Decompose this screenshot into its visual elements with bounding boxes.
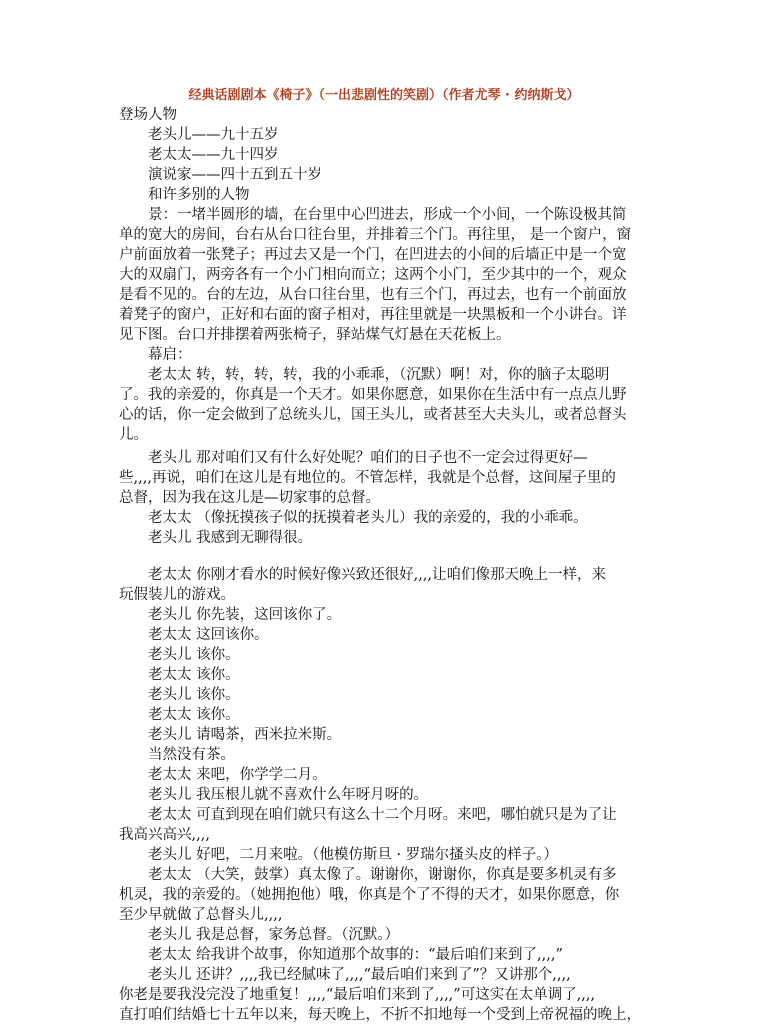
- text-line: 老头儿 请喝茶，西米拉米斯。: [148, 727, 342, 743]
- text-line: 老头儿 我压根儿就不喜欢什么年呀月呀的。: [148, 787, 429, 803]
- text-line: 老头儿 该你。: [148, 647, 240, 663]
- text-line: 老头儿——九十五岁: [148, 127, 279, 143]
- text-line: 老太太 这回该你。: [148, 627, 269, 643]
- text-line: 至少早就做了总督头儿,,,,: [119, 907, 283, 923]
- text-line: 单的宽大的房间，台右从台口往台里，并排着三个门。再往里， 是一个窗户，窗: [119, 227, 632, 243]
- text-line: 直打咱们结婚七十五年以来，每天晚上，不折不扣地每一个受到上帝祝福的晚上，: [119, 1007, 641, 1023]
- text-line: 登场人物: [119, 107, 177, 123]
- text-line: 儿。: [119, 427, 148, 443]
- text-line: 老头儿 好吧，二月来啦。（他模仿斯旦 · 罗瑞尔搔头皮的样子。）: [148, 847, 558, 863]
- text-line: 我高兴高兴,,,,: [119, 827, 210, 843]
- text-line: 你老是要我没完没了地重复！,,,,“最后咱们来到了,,,,”可这实在太单调了,,,,: [119, 987, 596, 1003]
- text-line: 幕启：: [148, 347, 192, 363]
- text-line: 老头儿 该你。: [148, 687, 240, 703]
- text-line: 老头儿 还讲？,,,,我已经腻味了,,,,“最后咱们来到了”？又讲那个,,,,: [148, 967, 571, 983]
- text-line: 景：一堵半圆形的墙，在台里中心凹进去，形成一个小间，一个陈设极其简: [148, 207, 627, 223]
- text-line: 当然没有茶。: [148, 747, 235, 763]
- text-line: 演说家——四十五到五十岁: [148, 167, 322, 183]
- text-line: 老太太 （大笑，鼓掌）真太像了。谢谢你，谢谢你，你真是要多机灵有多: [148, 867, 617, 883]
- text-line: 老太太 转，转，转，转，我的小乖乖，（沉默）啊！对，你的脑子太聪明: [148, 367, 610, 383]
- text-line: 老头儿 你先装，这回该你了。: [148, 607, 342, 623]
- text-line: 户前面放着一张凳子；再过去又是一个门，在凹进去的小间的后墙正中是一个宽: [119, 247, 627, 263]
- text-line: 老太太 你刚才看水的时候好像兴致还很好,,,,让咱们像那天晚上一样，来: [148, 567, 607, 583]
- text-line: 老头儿 那对咱们又有什么好处呢？咱们的日子也不一定会过得更好—: [148, 450, 588, 466]
- text-line: 是看不见的。台的左边，从台口往台里，也有三个门，再过去，也有一个前面放: [119, 287, 627, 303]
- text-line: 总督，因为我在这儿是—切家事的总督。: [119, 490, 380, 506]
- text-line: 着凳子的窗户，正好和右面的窗子相对，再往里就是一块黑板和一个小讲台。详: [119, 307, 627, 323]
- document-title: 经典话剧剧本《椅子》（一出悲剧性的笑剧）（作者尤琴 · 约纳斯戈）: [188, 88, 580, 103]
- text-line: 老太太——九十四岁: [148, 147, 279, 163]
- text-line: 老太太 来吧，你学学二月。: [148, 767, 327, 783]
- text-line: 玩假装儿的游戏。: [119, 587, 235, 603]
- text-line: 老太太 可直到现在咱们就只有这么十二个月呀。来吧，哪怕就只是为了让: [148, 807, 617, 823]
- text-line: 些,,,,再说，咱们在这儿是有地位的。不管怎样，我就是个总督，这间屋子里的: [119, 470, 616, 486]
- text-line: 老太太 该你。: [148, 707, 240, 723]
- text-line: 了。我的亲爱的，你真是一个天才。如果你愿意，如果你在生活中有一点点儿野: [119, 387, 627, 403]
- text-line: 老太太 给我讲个故事，你知道那个故事的：“最后咱们来到了,,,,”: [148, 947, 563, 963]
- text-line: 机灵，我的亲爱的。（她拥抱他）哦，你真是个了不得的天才，如果你愿意，你: [119, 887, 620, 903]
- text-line: 大的双扇门，两旁各有一个小门相向而立；这两个小门，至少其中的一个，观众: [119, 267, 627, 283]
- text-line: 见下图。台口并排摆着两张椅子，驿站煤气灯悬在天花板上。: [119, 327, 511, 343]
- text-line: 老太太 （像抚摸孩子似的抚摸着老头儿）我的亲爱的，我的小乖乖。: [148, 510, 588, 526]
- text-line: 心的话，你一定会做到了总统头儿，国王头儿，或者甚至大夫头儿，或者总督头: [119, 407, 627, 423]
- text-line: 老头儿 我感到无聊得很。: [148, 530, 313, 546]
- text-line: 和许多别的人物: [148, 187, 250, 203]
- text-line: 老头儿 我是总督，家务总督。（沉默。）: [148, 927, 400, 943]
- text-line: 老太太 该你。: [148, 667, 240, 683]
